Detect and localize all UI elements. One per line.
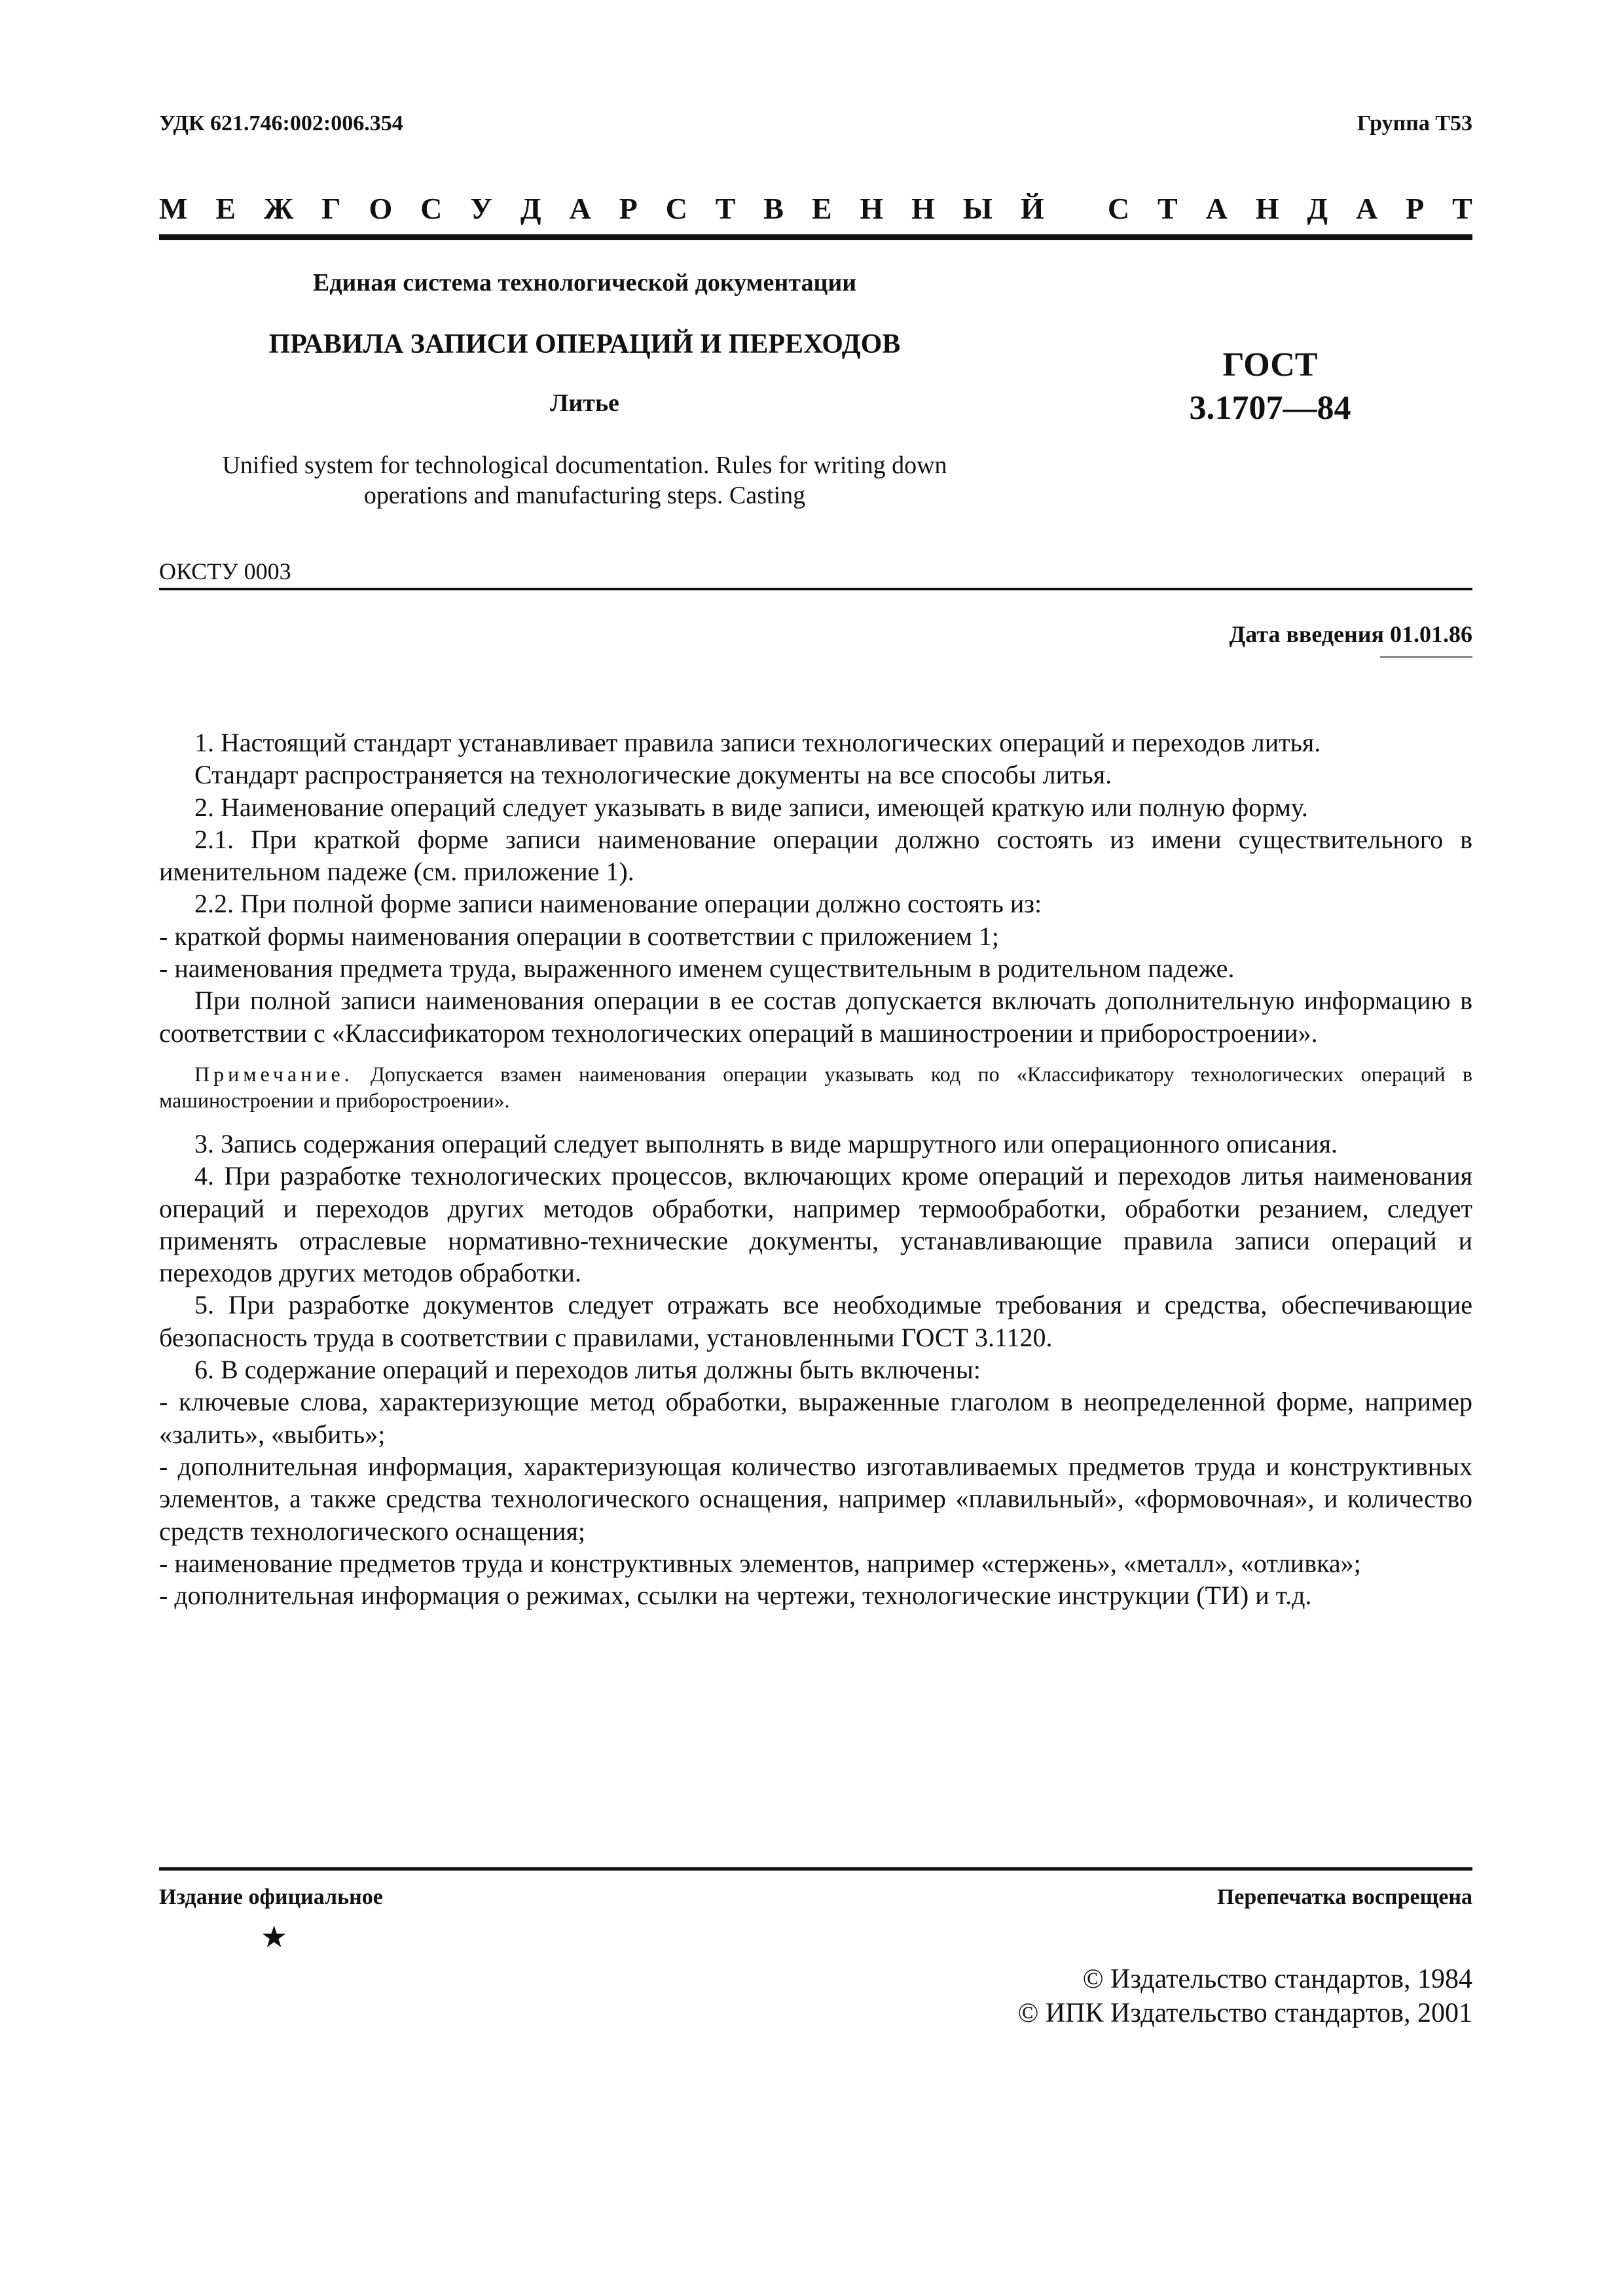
list-item: - наименования предмета труда, выраженного именем существительным в родительном падеже. [159, 954, 1235, 984]
note [159, 1061, 1472, 1113]
list-item: - наименование предметов труда и конструктивных элементов, например «стержень», «металл», «отливка»; [159, 1548, 1361, 1578]
heading-letter: Ж [263, 192, 294, 225]
heading-letter: Ы [962, 192, 993, 225]
english-title-line-1: Unified system for technological documentation. Rules for writing down [222, 452, 947, 479]
heading-letter: Р [619, 192, 638, 225]
system-title: Единая система технологической документации [312, 269, 857, 296]
heading-letter: С [1107, 192, 1130, 225]
star-icon: ★ [261, 1920, 288, 1954]
paragraph-full-form: При полной записи наименования операции в ее состав допускается включать дополнительную информацию в соответствии с «Классификатором технологических операций в машиностроении и приборостроении». [159, 986, 1472, 1048]
document-title: ПРАВИЛА ЗАПИСИ ОПЕРАЦИЙ И ПЕРЕХОДОВ [268, 329, 901, 359]
paragraph-2-2: 2.2. При полной форме записи наименование операции должно состоять из: [194, 889, 1042, 919]
paragraph-3: 3. Запись содержания операций следует выполнять в виде маршрутного или операционного описания. [194, 1128, 1338, 1158]
oksty-rule [159, 588, 1472, 590]
heading-letter: А [1355, 192, 1378, 225]
heading-letter: Т [1158, 192, 1178, 225]
body-text [159, 726, 1472, 1611]
official-edition-label: Издание официальное [159, 1885, 383, 1909]
list-item: - дополнительная информация, характеризующая количество изготавливаемых предметов труда и конструктивных элементов, а также средства технологического оснащения, например «плавильный», «формовочная», и количество средств технологического оснащения; [159, 1451, 1472, 1546]
interstate-standard-heading [159, 191, 1472, 226]
footer-rule [159, 1867, 1472, 1871]
heading-letter: Й [1020, 192, 1044, 225]
heading-letter: С [665, 192, 687, 225]
copyright-line-1: © Издательство стандартов, 1984 [1082, 1964, 1472, 1994]
heading-letter: Н [860, 192, 884, 225]
heading-letter: Н [911, 192, 935, 225]
udk-code: УДК 621.746:002:006.354 [159, 111, 403, 135]
paragraph-1-scope: Стандарт распространяется на технологические документы на все способы литья. [194, 760, 1112, 790]
heading-letter: Д [520, 192, 541, 225]
list-item: - краткой формы наименования операции в соответствии с приложением 1; [159, 921, 1000, 951]
heading-letter: Д [1307, 192, 1328, 225]
heading-letter: Т [715, 192, 736, 225]
heading-letter: Н [1255, 192, 1279, 225]
note-label: Примечание. [194, 1062, 354, 1086]
paragraph-6: 6. В содержание операций и переходов литья должны быть включены: [194, 1355, 981, 1385]
heading-letter: Е [215, 192, 236, 225]
heading-word-gap [1072, 191, 1080, 226]
paragraph-5: 5. При разработке документов следует отражать все необходимые требования и средства, обеспечивающие безопасность труда в соответствии с правилами, установленными ГОСТ 3.1120. [159, 1290, 1472, 1352]
list-item: - ключевые слова, характеризующие метод обработки, выраженные глаголом в неопределенной форме, например «залить», «выбить»; [159, 1387, 1472, 1449]
introduction-date: Дата введения 01.01.86 [1229, 621, 1472, 647]
heading-letter: С [420, 192, 443, 225]
gost-number: 3.1707—84 [1189, 389, 1351, 427]
date-underline [1380, 656, 1472, 658]
english-title-line-2: operations and manufacturing steps. Casting [363, 482, 806, 509]
heading-letter: О [369, 192, 393, 225]
heading-letter: А [1205, 192, 1228, 225]
group-code: Группа Т53 [1357, 111, 1472, 135]
paragraph-2-1: 2.1. При краткой форме записи наименование операции должно состоять из имени существительного в именительном падеже (см. приложение 1). [159, 824, 1472, 887]
heading-letter: Р [1406, 192, 1425, 225]
heading-letter: Е [811, 192, 832, 225]
paragraph-4: 4. При разработке технологических процессов, включающих кроме операций и переходов литья наименования операций и переходов других методов обработки, например термообработки, обработки резанием, следует применять отраслевые нормативно-технические документы, устанавливающие правила записи операций и переходов других методов обработки. [159, 1161, 1472, 1288]
paragraph-2: 2. Наименование операций следует указывать в виде записи, имеющей краткую или полную форму. [194, 792, 1308, 822]
heading-letter: В [763, 192, 784, 225]
gost-designation [1074, 344, 1467, 430]
reprint-prohibited-label: Перепечатка воспрещена [1216, 1885, 1472, 1909]
paragraph-1: 1. Настоящий стандарт устанавливает правила записи технологических операций и переходов литья. [194, 728, 1321, 757]
oksty-code: ОКСТУ 0003 [159, 558, 291, 584]
heading-letter: М [159, 192, 188, 225]
english-title [159, 450, 1010, 511]
heading-rule [159, 234, 1472, 240]
heading-letter: А [569, 192, 591, 225]
heading-letter: Т [1452, 192, 1472, 225]
document-subtitle: Литье [550, 389, 619, 417]
gost-label: ГОСТ [1222, 346, 1318, 384]
heading-letter: Г [321, 192, 341, 225]
note-text: Допускается взамен наименования операции указывать код по «Классификатору технологических операций в машиностроении и приборостроении». [159, 1062, 1472, 1112]
copyright-line-2: © ИПК Издательство стандартов, 2001 [1017, 1998, 1472, 2028]
copyright-block [1017, 1962, 1472, 2030]
list-item: - дополнительная информация о режимах, ссылки на чертежи, технологические инструкции (ТИ) и т.д. [159, 1581, 1312, 1611]
heading-letter: У [470, 192, 492, 225]
